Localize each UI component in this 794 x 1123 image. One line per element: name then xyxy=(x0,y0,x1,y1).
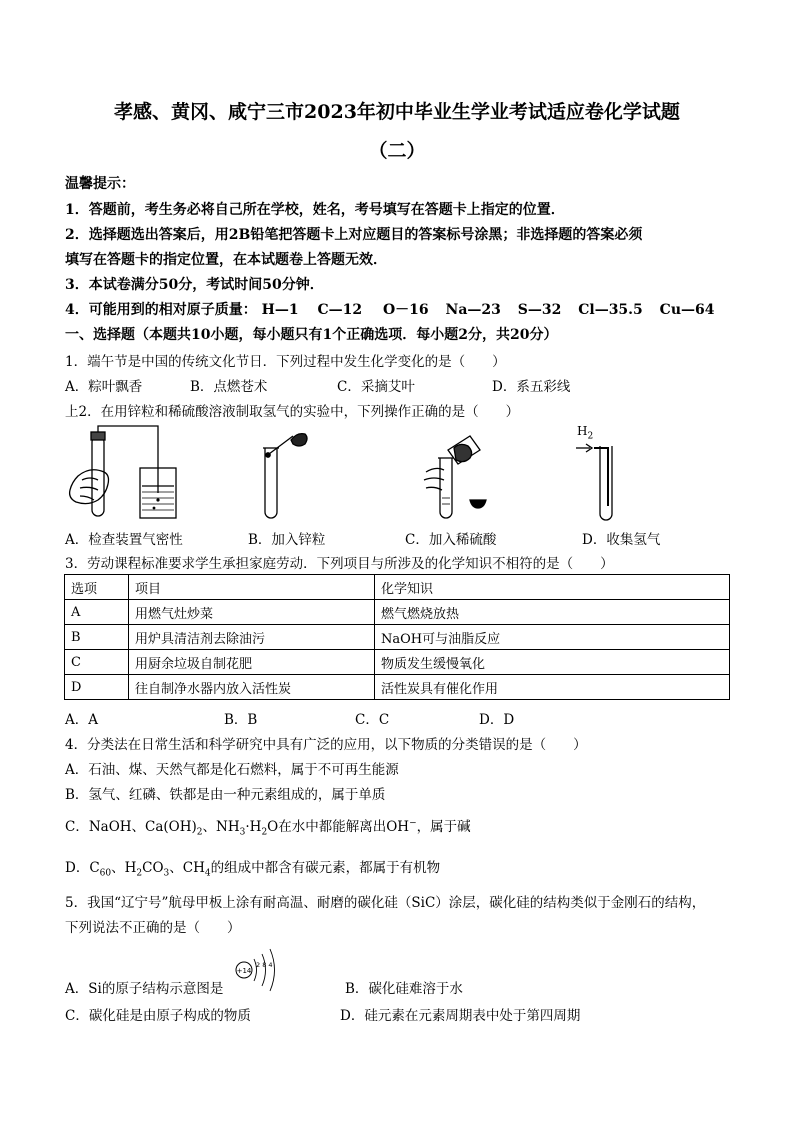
table-cell: C xyxy=(65,650,129,675)
q4-option-a: A．石油、煤、天然气都是化石燃料，属于不可再生能源 xyxy=(65,762,399,778)
q2-figure-c xyxy=(418,428,498,523)
page-subtitle: （二） xyxy=(368,140,426,162)
table-cell: 用燃气灶炒菜 xyxy=(129,600,375,625)
si-atom-structure-icon xyxy=(232,945,284,995)
tip-2-cont: 填写在答题卡的指定位置，在本试题卷上答题无效． xyxy=(65,252,387,268)
q2-stem: 上2．在用锌粒和稀硫酸溶液制取氢气的实验中，下列操作正确的是（ ） xyxy=(65,404,520,420)
table-cell: A xyxy=(65,600,129,625)
q3-option-c: C．C xyxy=(355,712,390,728)
q5-stem-2: 下列说法不正确的是（ ） xyxy=(65,920,241,936)
q5-option-d: D．硅元素在元素周期表中处于第四周期 xyxy=(340,1008,581,1024)
q2-figure-b xyxy=(255,430,315,520)
q1-option-a: A．粽叶飘香 xyxy=(65,379,143,395)
q2-option-d: D．收集氢气 xyxy=(582,532,661,548)
q2-option-a: A．检查装置气密性 xyxy=(65,532,183,548)
table-cell: NaOH可与油脂反应 xyxy=(375,625,730,650)
q3-option-d: D．D xyxy=(479,712,515,728)
q2-figure-a xyxy=(62,428,182,523)
table-cell: 往自制净水器内放入活性炭 xyxy=(129,675,375,700)
tip-3: 3．本试卷满分50分，考试时间50分钟． xyxy=(65,277,324,293)
q5-option-a: A．Si的原子结构示意图是 xyxy=(65,981,224,997)
table-row xyxy=(65,675,730,700)
shell-electrons: 2 8 4 xyxy=(256,961,273,969)
mass-c: C—12 xyxy=(317,302,363,318)
q3-table xyxy=(64,574,730,700)
q4-option-b: B．氢气、红磷、铁都是由一种元素组成的，属于单质 xyxy=(65,787,386,803)
table-cell: 用厨余垃圾自制花肥 xyxy=(129,650,375,675)
page-title: 孝感、黄冈、咸宁三市2023年初中毕业生学业考试适应卷化学试题 xyxy=(114,101,680,123)
mass-s: S—32 xyxy=(517,302,562,318)
q3-option-b: B．B xyxy=(224,712,258,728)
table-header: 项目 xyxy=(129,575,375,600)
nucleus-label: +14 xyxy=(236,967,252,975)
tip-2: 2．选择题选出答案后，用2B铅笔把答题卡上对应题目的答案标号涂黑；非选择题的答案必须 xyxy=(65,227,643,243)
table-cell: B xyxy=(65,625,129,650)
q2-option-c: C．加入稀硫酸 xyxy=(405,532,497,548)
tip-4 xyxy=(65,299,714,319)
table-cell: 燃气燃烧放热 xyxy=(375,600,730,625)
q1-option-c: C．采摘艾叶 xyxy=(337,379,415,395)
table-cell: D xyxy=(65,675,129,700)
q4-option-d: D．$C_{60}$、$H_2CO_3$、$CH_4$的组成中都含有碳元素，都属于有机物 xyxy=(65,860,441,879)
table-cell: 活性炭具有催化作用 xyxy=(375,675,730,700)
tips-header: 温馨提示： xyxy=(65,176,135,192)
q5-option-c: C．碳化硅是由原子构成的物质 xyxy=(65,1008,251,1024)
table-row xyxy=(65,650,730,675)
table-cell: 物质发生缓慢氧化 xyxy=(375,650,730,675)
q5-option-b: B．碳化硅难溶于水 xyxy=(345,981,463,997)
q2-figure-d xyxy=(572,440,642,525)
tip-4-label: 4．可能用到的相对原子质量： xyxy=(65,302,257,318)
table-header: 化学知识 xyxy=(375,575,730,600)
q1-option-d: D．系五彩线 xyxy=(492,379,571,395)
mass-h: H—1 xyxy=(261,302,299,318)
table-row xyxy=(65,600,730,625)
q4-stem: 4．分类法在日常生活和科学研究中具有广泛的应用，以下物质的分类错误的是（ ） xyxy=(65,737,587,753)
section-heading: 一、选择题（本题共10小题，每小题只有1个正确选项．每小题2分，共20分） xyxy=(65,327,558,343)
q3-option-a: A．A xyxy=(65,712,98,728)
q4-option-c: C．NaOH、$Ca(OH)_2$、$NH_3\cdot H_2O$在水中都能解离出OH−，属于碱 xyxy=(65,818,471,838)
q1-stem: 1．端午节是中国的传统文化节日．下列过程中发生化学变化的是（ ） xyxy=(65,354,506,370)
table-row xyxy=(65,625,730,650)
q2-option-b: B．加入锌粒 xyxy=(248,532,326,548)
mass-cu: Cu—64 xyxy=(659,302,715,318)
mass-cl: Cl—35.5 xyxy=(578,302,643,318)
table-header-row xyxy=(65,575,730,600)
mass-na: Na—23 xyxy=(445,302,501,318)
q2-h2-label: $H_2$ xyxy=(577,424,594,442)
q3-stem: 3．劳动课程标准要求学生承担家庭劳动．下列项目与所涉及的化学知识不相符的是（ ） xyxy=(65,556,614,572)
table-cell: 用炉具清洁剂去除油污 xyxy=(129,625,375,650)
q5-stem-1: 5．我国“辽宁号”航母甲板上涂有耐高温、耐磨的碳化硅（SiC）涂层，碳化硅的结构类似于金刚石的结构， xyxy=(65,895,706,911)
table-header: 选项 xyxy=(65,575,129,600)
q1-option-b: B．点燃苍术 xyxy=(190,379,268,395)
mass-o: O－16 xyxy=(382,302,429,318)
tip-1: 1．答题前，考生务必将自己所在学校，姓名，考号填写在答题卡上指定的位置． xyxy=(65,202,565,218)
